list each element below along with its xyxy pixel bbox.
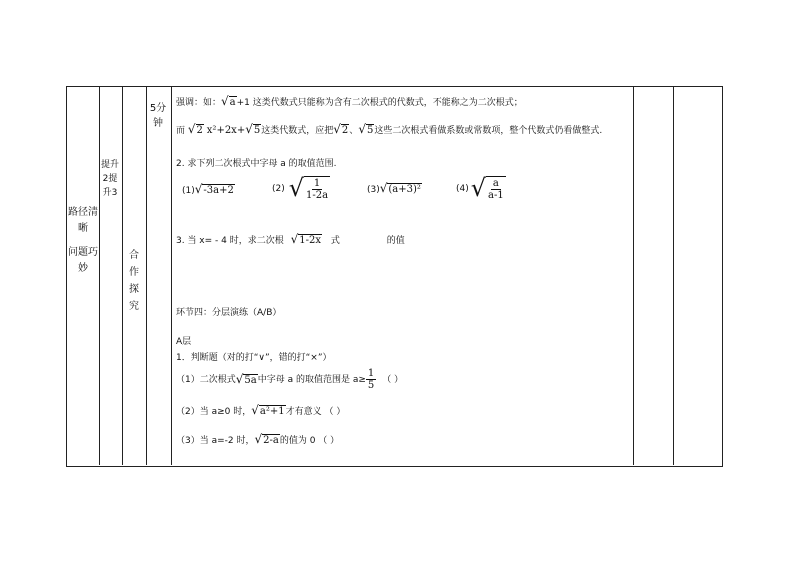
- q2-item-1: [182, 183, 235, 197]
- q3-mid: 式: [330, 236, 340, 246]
- column-divider: [673, 86, 674, 465]
- sqrt-5b: √5: [358, 122, 374, 136]
- j3-suffix: 的值为 0 （ ）: [279, 436, 340, 446]
- sqrt-5: √5: [245, 122, 261, 136]
- j3-radical: √2-a: [254, 432, 279, 446]
- er-poly: x²+2x+: [206, 125, 246, 136]
- er-line: [176, 123, 602, 137]
- column-divider: [633, 86, 634, 465]
- q2-3-label: (3): [367, 185, 380, 195]
- q2-3-radical: √(a+3)²: [379, 181, 421, 195]
- judge-heading: 1．判断题（对的打“∨”，错的打“×”）: [176, 353, 332, 363]
- q3-line: [176, 233, 405, 247]
- j1-answer-paren: （ ）: [382, 374, 404, 385]
- emphasis-prefix: 强调：如：: [176, 98, 222, 108]
- er-comma: 、: [349, 126, 359, 136]
- q2-1-label: (1): [182, 186, 195, 196]
- q2-4-label: (4): [456, 183, 469, 194]
- col2-label: 提升2提升3: [101, 160, 120, 198]
- j2-prefix: （2）当 a≥0 时，: [176, 407, 252, 417]
- column-divider: [171, 86, 172, 465]
- j1-prefix: （1）二次根式: [176, 374, 236, 385]
- er-prefix: 而: [176, 126, 186, 136]
- q2-item-4: [456, 176, 506, 201]
- section4-heading: 环节四：分层演练（A/B）: [176, 308, 282, 318]
- left-label-path: 路径清晰: [68, 207, 98, 234]
- col3-label: 合作探究: [129, 250, 139, 312]
- column-divider: [99, 86, 100, 465]
- q2-item-2: [272, 176, 330, 201]
- q3-radical: √1-2x: [290, 232, 322, 246]
- emphasis-suffix: +1 这类代数式只能称为含有二次根式的代数式，不能称之为二次根式；: [236, 98, 523, 108]
- column-divider: [146, 86, 147, 465]
- q2-2-label: (2): [272, 183, 285, 194]
- er-mid2: 这类代数式，应把: [261, 126, 334, 136]
- q2-2-radical: √ $\frac{1}{1-2a}$: [288, 174, 329, 202]
- q2-item-3: [367, 182, 422, 196]
- q2-1-radical: √-3a+2: [194, 182, 234, 196]
- emphasis-line: [176, 95, 523, 109]
- col4-label: 5分钟: [149, 103, 167, 129]
- j2-radical: √a²+1: [251, 403, 285, 417]
- q2-4-radical: √ $\frac{a}{a-1}$: [470, 174, 504, 202]
- judge-item-3: [176, 433, 339, 447]
- er-suffix: 这些二次根式看做系数或常数项，整个代数式仍看做整式.: [374, 126, 603, 136]
- judge-item-2: [176, 404, 345, 418]
- layer-a-heading: A层: [176, 337, 192, 347]
- j2-suffix: 才有意义 （ ）: [285, 407, 346, 417]
- j3-prefix: （3）当 a=-2 时，: [176, 436, 255, 446]
- judge-item-1: [176, 368, 403, 391]
- j1-fraction: $\frac{1}{5}$: [367, 368, 375, 391]
- q2-text: 2. 求下列二次根式中字母 a 的取值范围.: [176, 159, 337, 169]
- q3-suffix: 的值: [386, 236, 405, 246]
- left-label-question: 问题巧妙: [68, 247, 98, 274]
- column-divider: [122, 86, 123, 465]
- sqrt-2: √2: [187, 122, 203, 136]
- q3-prefix: 3. 当 x= - 4 时，求二次根: [176, 236, 284, 246]
- sqrt-2b: √2: [333, 122, 349, 136]
- sqrt-a: √a: [221, 94, 236, 108]
- j1-mid: 中字母 a 的取值范围是 a≥: [257, 374, 366, 385]
- j1-radical: √5a: [235, 371, 257, 386]
- table-frame: [66, 86, 723, 467]
